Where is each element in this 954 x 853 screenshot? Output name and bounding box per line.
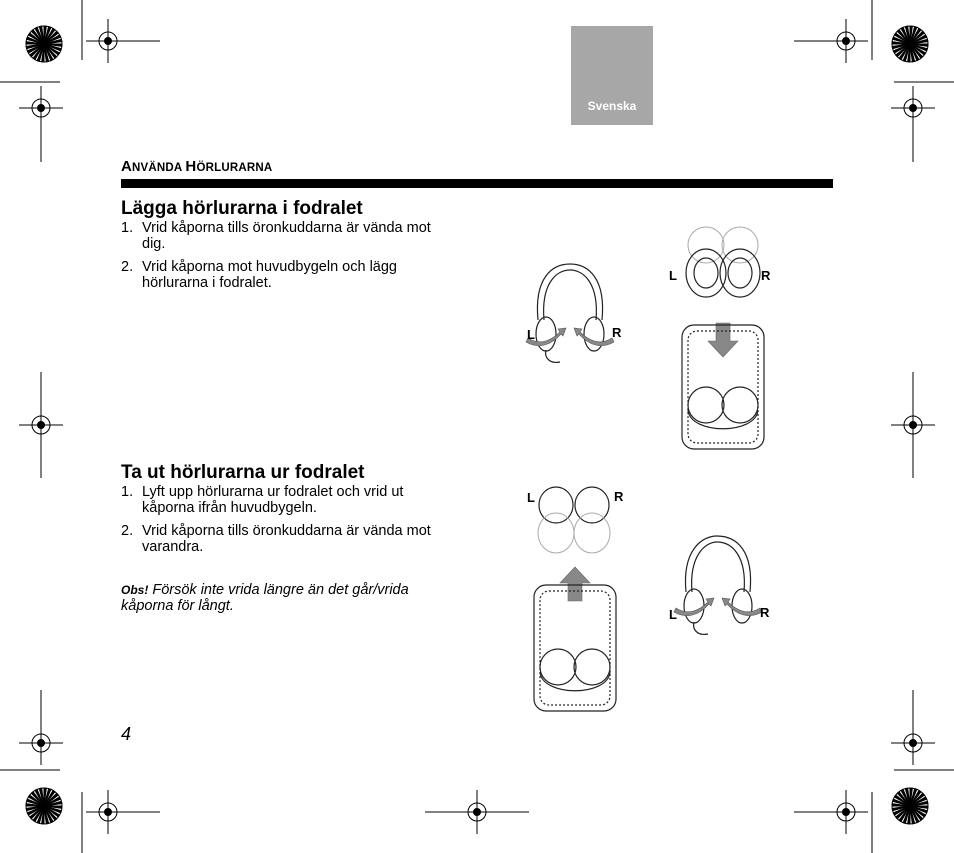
headphones-rotate-illustration: [520, 258, 620, 368]
figure-label-right-4: R: [760, 605, 770, 620]
page-number: 4: [121, 724, 132, 744]
step-text: Vrid kåporna tills öronkuddarna är vända mot dig.: [142, 220, 431, 252]
figure-label-left-4: L: [669, 607, 677, 622]
header-initial-h: H: [185, 158, 197, 175]
step-text: Vrid kåporna tills öronkuddarna är vända mot varandra.: [142, 523, 431, 555]
step-number: 2.: [121, 259, 134, 275]
figure-label-left-3: L: [527, 490, 535, 505]
figure-label-left-2: L: [669, 268, 677, 283]
header-rest-h: ÖRLURARNA: [196, 162, 273, 174]
section1-step-1: [121, 220, 441, 252]
section2-step-1: [121, 484, 441, 516]
section1-steps: [121, 220, 441, 298]
headphones-out-of-case-illustration: [532, 475, 622, 715]
header-rule: [121, 179, 833, 188]
figure-label-left: L: [527, 327, 535, 342]
section2-title: Ta ut hörlurarna ur fodralet: [121, 462, 365, 483]
headphones-unfold-illustration: [672, 530, 772, 640]
note: [121, 582, 451, 614]
note-label: Obs!: [121, 583, 149, 597]
header-initial-a: A: [121, 158, 133, 175]
figure-label-right-3: R: [614, 489, 624, 504]
headphones-into-case-illustration: [680, 215, 770, 455]
section2-step-2: [121, 523, 441, 555]
step-number: 2.: [121, 523, 134, 539]
language-tab: [571, 26, 653, 125]
section-header: [121, 158, 272, 175]
step-text: Lyft upp hörlurarna ur fodralet och vrid ut kåporna ifrån huvudbygeln.: [142, 484, 404, 516]
figure-label-right-2: R: [761, 268, 771, 283]
section1-title: Lägga hörlurarna i fodralet: [121, 198, 363, 219]
step-text: Vrid kåporna mot huvudbygeln och lägg hörlurarna i fodralet.: [142, 259, 397, 291]
section2-steps: [121, 484, 441, 562]
step-number: 1.: [121, 484, 134, 500]
section1-step-2: [121, 259, 441, 291]
language-tab-label: Svenska: [587, 99, 637, 113]
step-number: 1.: [121, 220, 134, 236]
note-text: Försök inte vrida längre än det går/vrida kåporna för långt.: [121, 582, 409, 614]
figure-label-right: R: [612, 325, 622, 340]
header-rest-a: NVÄNDA: [132, 162, 186, 174]
